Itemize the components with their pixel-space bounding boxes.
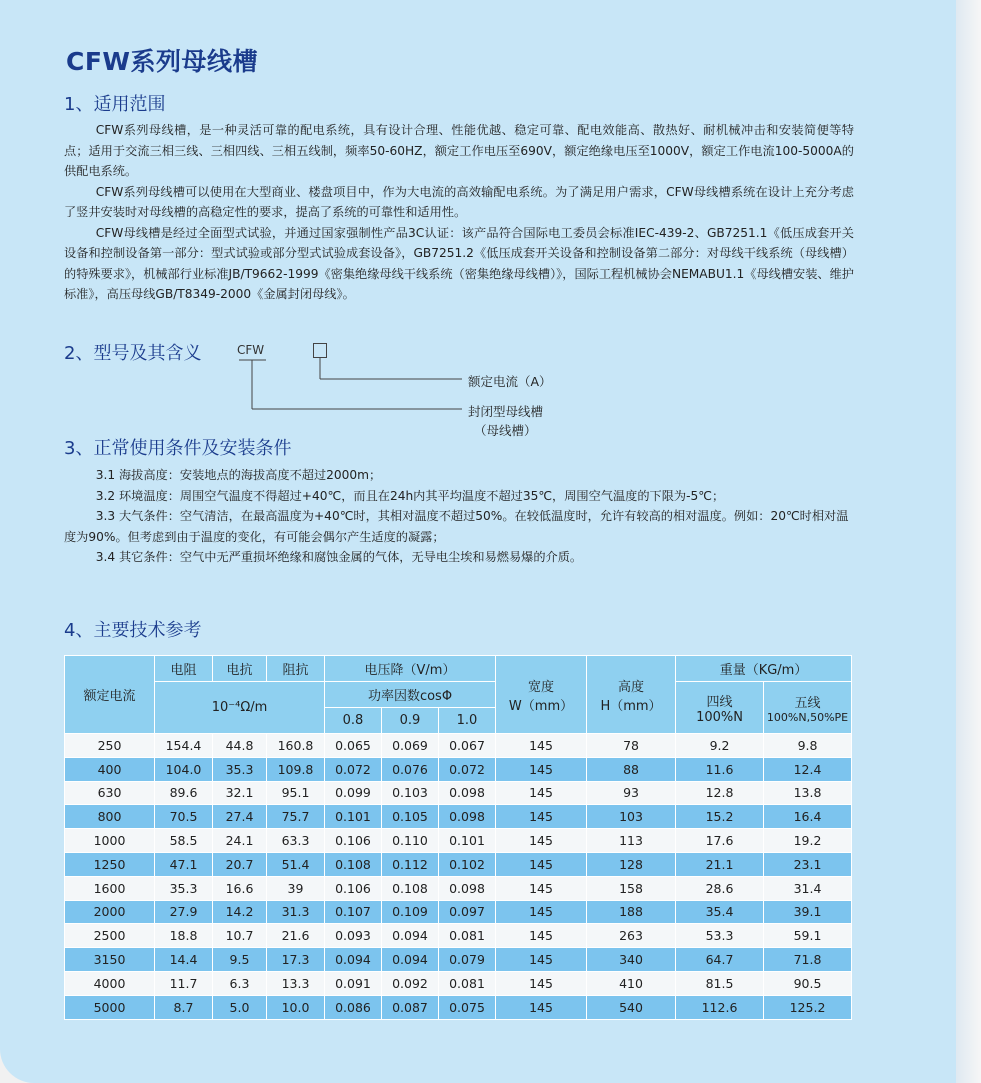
table-cell: 5.0 [213, 995, 267, 1019]
table-row [65, 781, 852, 805]
scope-paragraph: CFW系列母线槽可以使用在大型商业、楼盘项目中，作为大电流的高效输配电系统。为了满足用户需求，CFW母线槽系统在设计上充分考虑了竖井安装时对母线槽的高稳定性的要求，提高了系统的可靠性和适用性。 [64, 184, 854, 219]
section-heading-specs: 4、主要技术参考 [64, 620, 202, 641]
spec-table-body [65, 734, 852, 1020]
table-cell: 0.072 [325, 757, 382, 781]
table-cell: 0.109 [382, 900, 439, 924]
table-row [65, 852, 852, 876]
table-cell: 47.1 [155, 852, 213, 876]
table-cell: 128 [587, 852, 676, 876]
table-cell: 18.8 [155, 924, 213, 948]
header-reactance: 电抗 [213, 656, 267, 682]
table-cell: 0.102 [439, 852, 496, 876]
table-cell: 158 [587, 876, 676, 900]
header-pf-0-9: 0.9 [382, 708, 439, 734]
table-cell: 410 [587, 971, 676, 995]
header-resistance: 电阻 [155, 656, 213, 682]
header-height-label: 高度 [618, 679, 645, 695]
header-five-wire [764, 682, 852, 734]
table-cell: 70.5 [155, 805, 213, 829]
table-cell: 0.094 [382, 948, 439, 972]
table-cell: 88 [587, 757, 676, 781]
table-cell: 44.8 [213, 734, 267, 758]
table-cell: 12.8 [676, 781, 764, 805]
table-cell: 145 [496, 900, 587, 924]
table-cell: 14.2 [213, 900, 267, 924]
section-heading-conditions: 3、正常使用条件及安装条件 [64, 438, 292, 459]
header-five-wire-label: 五线 [794, 695, 821, 711]
table-cell: 9.8 [764, 734, 852, 758]
table-row [65, 876, 852, 900]
table-cell: 23.1 [764, 852, 852, 876]
table-cell: 800 [65, 805, 155, 829]
table-cell: 0.098 [439, 876, 496, 900]
table-cell: 24.1 [213, 829, 267, 853]
table-cell: 2500 [65, 924, 155, 948]
table-cell: 540 [587, 995, 676, 1019]
table-cell: 0.065 [325, 734, 382, 758]
table-cell: 154.4 [155, 734, 213, 758]
table-cell: 0.107 [325, 900, 382, 924]
header-ohm-unit: 10⁻⁴Ω/m [155, 682, 325, 734]
table-cell: 0.103 [382, 781, 439, 805]
header-width-label: 宽度 [528, 679, 555, 695]
table-row [65, 829, 852, 853]
table-cell: 400 [65, 757, 155, 781]
table-cell: 0.094 [382, 924, 439, 948]
section-heading-model: 2、型号及其含义 [64, 343, 202, 364]
table-cell: 0.092 [382, 971, 439, 995]
table-cell: 10.0 [267, 995, 325, 1019]
table-cell: 145 [496, 995, 587, 1019]
table-row [65, 805, 852, 829]
table-cell: 11.6 [676, 757, 764, 781]
table-cell: 31.4 [764, 876, 852, 900]
table-cell: 0.106 [325, 876, 382, 900]
table-cell: 10.7 [213, 924, 267, 948]
table-row [65, 924, 852, 948]
table-cell: 6.3 [213, 971, 267, 995]
table-cell: 145 [496, 829, 587, 853]
header-pf-0-8: 0.8 [325, 708, 382, 734]
table-cell: 9.5 [213, 948, 267, 972]
header-rated-current: 额定电流 [65, 656, 155, 734]
table-cell: 35.3 [155, 876, 213, 900]
table-cell: 63.3 [267, 829, 325, 853]
table-cell: 0.081 [439, 971, 496, 995]
table-row [65, 734, 852, 758]
header-voltage-drop: 电压降（V/m） [325, 656, 496, 682]
table-cell: 188 [587, 900, 676, 924]
table-cell: 20.7 [213, 852, 267, 876]
table-cell: 0.087 [382, 995, 439, 1019]
model-label-type-sub: （母线槽） [474, 423, 537, 438]
table-cell: 0.086 [325, 995, 382, 1019]
header-four-wire-sub: 100%N [696, 709, 743, 725]
table-row [65, 995, 852, 1019]
table-cell: 145 [496, 734, 587, 758]
table-cell: 0.098 [439, 781, 496, 805]
header-height [587, 656, 676, 734]
table-cell: 0.094 [325, 948, 382, 972]
header-impedance: 阻抗 [267, 656, 325, 682]
table-cell: 19.2 [764, 829, 852, 853]
table-cell: 31.3 [267, 900, 325, 924]
page-title: CFW系列母线槽 [66, 47, 259, 76]
model-prefix: CFW [237, 343, 265, 357]
table-cell: 39 [267, 876, 325, 900]
header-five-wire-sub: 100%N,50%PE [766, 710, 849, 724]
table-cell: 14.4 [155, 948, 213, 972]
table-cell: 0.079 [439, 948, 496, 972]
table-cell: 17.6 [676, 829, 764, 853]
table-cell: 0.106 [325, 829, 382, 853]
table-cell: 125.2 [764, 995, 852, 1019]
table-cell: 145 [496, 757, 587, 781]
header-four-wire [676, 682, 764, 734]
table-row [65, 971, 852, 995]
condition-item: 3.2 环境温度：周围空气温度不得超过+40℃，而且在24h内其平均温度不超过35℃，周围空气温度的下限为-5℃； [95, 488, 725, 503]
model-label-type: 封闭型母线槽 [468, 404, 544, 419]
table-cell: 89.6 [155, 781, 213, 805]
table-cell: 145 [496, 876, 587, 900]
header-width [496, 656, 587, 734]
table-cell: 0.108 [382, 876, 439, 900]
table-cell: 0.105 [382, 805, 439, 829]
table-cell: 250 [65, 734, 155, 758]
table-cell: 160.8 [267, 734, 325, 758]
table-row [65, 900, 852, 924]
table-cell: 103 [587, 805, 676, 829]
table-cell: 0.097 [439, 900, 496, 924]
table-cell: 145 [496, 852, 587, 876]
condition-item: 3.3 大气条件：空气清洁，在最高温度为+40℃时，其相对温度不超过50%。在较低温度时，允许有较高的相对温度。例如：20℃时相对温度为90%。但考虑到由于温度的变化，有可能会偶尔产生适度的凝露； [64, 509, 849, 544]
table-cell: 0.069 [382, 734, 439, 758]
table-cell: 35.4 [676, 900, 764, 924]
table-cell: 0.108 [325, 852, 382, 876]
table-cell: 2000 [65, 900, 155, 924]
table-cell: 90.5 [764, 971, 852, 995]
table-cell: 9.2 [676, 734, 764, 758]
table-cell: 27.9 [155, 900, 213, 924]
conditions-text [64, 465, 856, 568]
table-cell: 78 [587, 734, 676, 758]
table-cell: 21.1 [676, 852, 764, 876]
table-cell: 15.2 [676, 805, 764, 829]
header-weight: 重量（KG/m） [676, 656, 852, 682]
table-cell: 35.3 [213, 757, 267, 781]
section-heading-scope: 1、适用范围 [64, 94, 166, 115]
table-cell: 263 [587, 924, 676, 948]
spec-table [64, 655, 852, 1020]
table-cell: 51.4 [267, 852, 325, 876]
table-cell: 59.1 [764, 924, 852, 948]
table-cell: 340 [587, 948, 676, 972]
table-cell: 5000 [65, 995, 155, 1019]
table-cell: 75.7 [267, 805, 325, 829]
table-cell: 16.4 [764, 805, 852, 829]
table-cell: 0.093 [325, 924, 382, 948]
table-cell: 13.3 [267, 971, 325, 995]
table-cell: 0.072 [439, 757, 496, 781]
table-row [65, 757, 852, 781]
model-label-current: 额定电流（A） [468, 374, 552, 389]
table-cell: 53.3 [676, 924, 764, 948]
table-cell: 95.1 [267, 781, 325, 805]
header-four-wire-label: 四线 [706, 694, 733, 710]
table-cell: 32.1 [213, 781, 267, 805]
table-cell: 71.8 [764, 948, 852, 972]
table-cell: 81.5 [676, 971, 764, 995]
table-cell: 104.0 [155, 757, 213, 781]
table-cell: 28.6 [676, 876, 764, 900]
table-cell: 145 [496, 924, 587, 948]
table-cell: 1600 [65, 876, 155, 900]
table-cell: 12.4 [764, 757, 852, 781]
table-cell: 0.112 [382, 852, 439, 876]
table-row [65, 948, 852, 972]
table-cell: 0.099 [325, 781, 382, 805]
header-power-factor: 功率因数cosΦ [325, 682, 496, 708]
table-cell: 0.101 [439, 829, 496, 853]
table-cell: 64.7 [676, 948, 764, 972]
table-cell: 145 [496, 805, 587, 829]
table-cell: 27.4 [213, 805, 267, 829]
table-cell: 13.8 [764, 781, 852, 805]
table-cell: 93 [587, 781, 676, 805]
page-edge [956, 0, 981, 1083]
table-cell: 8.7 [155, 995, 213, 1019]
table-cell: 1000 [65, 829, 155, 853]
table-cell: 0.110 [382, 829, 439, 853]
table-cell: 58.5 [155, 829, 213, 853]
table-cell: 630 [65, 781, 155, 805]
table-cell: 145 [496, 781, 587, 805]
table-cell: 3150 [65, 948, 155, 972]
condition-item: 3.4 其它条件：空气中无严重损坏绝缘和腐蚀金属的气体，无导电尘埃和易燃易爆的介质。 [95, 550, 583, 564]
header-pf-1-0: 1.0 [439, 708, 496, 734]
table-cell: 16.6 [213, 876, 267, 900]
table-cell: 0.091 [325, 971, 382, 995]
table-cell: 145 [496, 948, 587, 972]
table-cell: 1250 [65, 852, 155, 876]
scope-paragraph: CFW系列母线槽，是一种灵活可靠的配电系统，具有设计合理、性能优越、稳定可靠、配电效能高、散热好、耐机械冲击和安装简便等特点；适用于交流三相三线、三相四线、三相五线制，频率50-60HZ，额定工作电压至690V，额定绝缘电压至1000V，额定工作电流100-5000A的供配电系统。 [64, 123, 854, 178]
header-height-unit: H（mm） [600, 698, 662, 714]
table-cell: 0.067 [439, 734, 496, 758]
table-cell: 113 [587, 829, 676, 853]
table-cell: 4000 [65, 971, 155, 995]
table-cell: 145 [496, 971, 587, 995]
table-cell: 11.7 [155, 971, 213, 995]
table-cell: 112.6 [676, 995, 764, 1019]
table-cell: 0.098 [439, 805, 496, 829]
table-cell: 0.081 [439, 924, 496, 948]
scope-paragraph: CFW母线槽是经过全面型式试验，并通过国家强制性产品3C认证：该产品符合国际电工委员会标准IEC-439-2、GB7251.1《低压成套开关设备和控制设备第一部分：型式试验或部分型式试验成套设备》，GB7251.2《低压成套开关设备和控制设备第二部分：对母线干线系统（母线槽）的特殊要求》，机械部行业标准JB/T9662-1999《密集绝缘母线干线系统（密集绝缘母线槽）》，国际工程机械协会NEMABU1.1《母线槽安装、维护标准》，高压母线GB/T8349-2000《金属封闭母线》。 [64, 225, 854, 301]
table-cell: 0.076 [382, 757, 439, 781]
table-cell: 17.3 [267, 948, 325, 972]
header-width-unit: W（mm） [508, 698, 574, 714]
table-cell: 109.8 [267, 757, 325, 781]
table-cell: 21.6 [267, 924, 325, 948]
condition-item: 3.1 海拔高度：安装地点的海拔高度不超过2000m； [95, 468, 382, 482]
table-cell: 0.075 [439, 995, 496, 1019]
table-cell: 39.1 [764, 900, 852, 924]
table-cell: 0.101 [325, 805, 382, 829]
